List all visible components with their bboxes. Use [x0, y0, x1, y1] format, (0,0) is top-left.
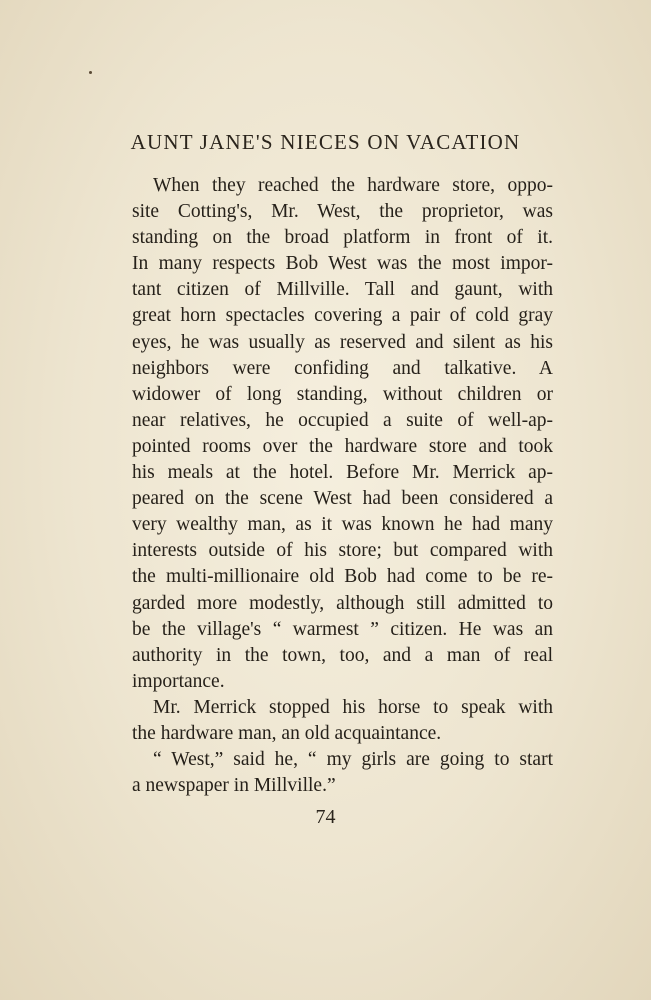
text-line: tant citizen of Millville. Tall and gaunt, with	[132, 279, 553, 301]
text-line: his meals at the hotel. Before Mr. Merrick ap-	[132, 462, 553, 484]
text-line: near relatives, he occupied a suite of well-ap-	[132, 409, 553, 431]
text-line: importance.	[132, 670, 225, 692]
text-line: widower of long standing, without children or	[132, 383, 553, 405]
text-line: “ West,” said he, “ my girls are going to start	[153, 749, 553, 771]
text-line: great horn spectacles covering a pair of cold gray	[132, 305, 553, 327]
text-line: be the village's “ warmest ” citizen. He was an	[132, 618, 553, 640]
text-line: garded more modestly, although still admitted to	[132, 592, 553, 614]
text-line: pointed rooms over the hardware store and took	[132, 435, 553, 457]
text-line: peared on the scene West had been considered a	[132, 488, 553, 510]
text-line: very wealthy man, as it was known he had many	[132, 514, 553, 536]
text-line: In many respects Bob West was the most impor-	[132, 253, 553, 275]
text-line: When they reached the hardware store, oppo-	[153, 175, 553, 196]
ink-speck	[89, 71, 92, 74]
text-line: Mr. Merrick stopped his horse to speak with	[153, 696, 553, 718]
running-head: AUNT JANE'S NIECES ON VACATION	[130, 130, 521, 154]
page-number: 74	[315, 806, 336, 828]
text-line: site Cotting's, Mr. West, the proprietor, was	[132, 201, 553, 223]
text-line: a newspaper in Millville.”	[132, 775, 336, 797]
body-text	[132, 173, 553, 799]
text-line: interests outside of his store; but compared with	[132, 540, 553, 562]
text-line: the multi-millionaire old Bob had come to be re-	[132, 566, 553, 588]
text-line: the hardware man, an old acquaintance.	[132, 722, 442, 744]
text-line: authority in the town, too, and a man of real	[132, 644, 553, 666]
text-line: neighbors were confiding and talkative. A	[132, 357, 553, 379]
text-line: standing on the broad platform in front of it.	[132, 227, 553, 249]
text-line: eyes, he was usually as reserved and silent as his	[132, 331, 553, 353]
